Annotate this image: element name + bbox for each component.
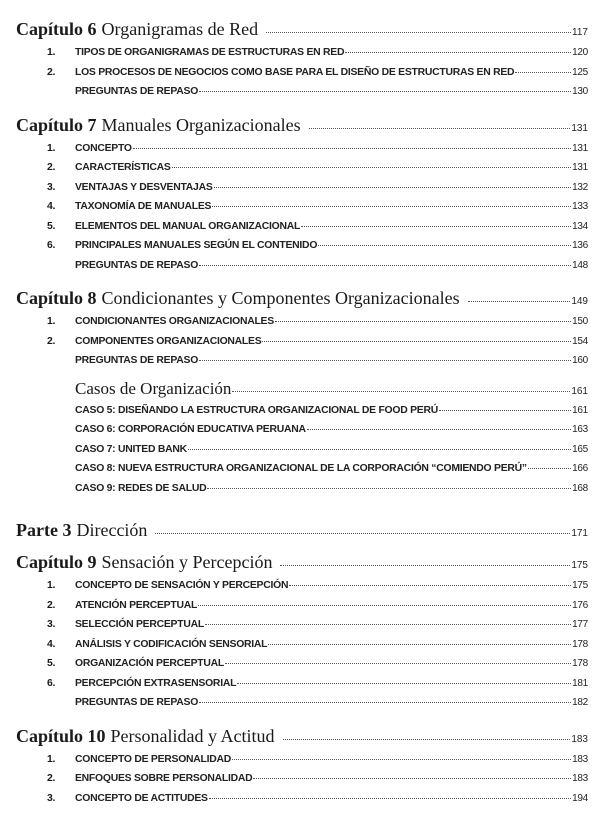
caso-entry[interactable] [75, 440, 588, 460]
page-number: 175 [571, 560, 588, 571]
entry-title: ANÁLISIS Y CODIFICACIÓN SENSORIAL [75, 638, 268, 650]
toc-entry[interactable] [16, 332, 588, 352]
toc-entry[interactable] [16, 139, 588, 159]
entry-title: ATENCIÓN PERCEPTUAL [75, 599, 198, 611]
dot-leader [212, 206, 571, 207]
page-number: 177 [572, 619, 588, 630]
entry-title: PREGUNTAS DE REPASO [75, 259, 199, 271]
toc-entry[interactable] [16, 769, 588, 789]
section-heading[interactable] [16, 520, 588, 544]
toc-entry[interactable] [16, 256, 588, 276]
toc-entry[interactable] [16, 693, 588, 713]
toc-section [16, 19, 588, 102]
entry-number: 2. [47, 773, 56, 784]
entry-number: 2. [47, 335, 56, 347]
toc-entry[interactable] [16, 43, 588, 63]
entry-title: COMPONENTES ORGANIZACIONALES [75, 335, 262, 347]
caso-entry[interactable] [75, 401, 588, 421]
toc-entry[interactable] [16, 750, 588, 770]
page-number: 150 [572, 316, 588, 327]
dot-leader [309, 128, 571, 129]
dot-leader [209, 798, 571, 799]
entry-title: TIPOS DE ORGANIGRAMAS DE ESTRUCTURAS EN RED [75, 47, 345, 58]
dot-leader [199, 265, 571, 266]
dot-leader [199, 702, 571, 703]
entry-number: 6. [47, 240, 56, 251]
dot-leader [188, 449, 571, 450]
dot-leader [155, 533, 570, 534]
dot-leader [207, 488, 571, 489]
caso-entry[interactable] [75, 420, 588, 440]
section-label: Capítulo 9 [16, 552, 97, 572]
dot-leader [232, 391, 570, 392]
entry-title: ELEMENTOS DEL MANUAL ORGANIZACIONAL [75, 220, 301, 232]
caso-entry[interactable] [75, 479, 588, 499]
dot-leader [468, 301, 571, 302]
entry-title: CONCEPTO DE PERSONALIDAD [75, 753, 232, 765]
toc-entry[interactable] [16, 82, 588, 102]
dot-leader [205, 624, 571, 625]
toc-entry[interactable] [16, 654, 588, 674]
dot-leader [214, 187, 572, 188]
dot-leader [289, 585, 571, 586]
dot-leader [283, 739, 571, 740]
entry-title: CONDICIONANTES ORGANIZACIONALES [75, 316, 274, 327]
page-number: 133 [572, 201, 588, 212]
dot-leader [515, 72, 571, 73]
table-of-contents [16, 19, 588, 808]
section-label: Capítulo 7 [16, 114, 97, 135]
page-number: 132 [572, 181, 588, 193]
dot-leader [345, 52, 571, 53]
section-title: Sensación y Percepción [101, 552, 273, 572]
entry-title: CONCEPTO [75, 142, 132, 154]
entry-number: 3. [47, 619, 56, 630]
page-number: 176 [572, 599, 588, 611]
toc-entry[interactable] [16, 635, 588, 655]
entry-title: ORGANIZACIÓN PERCEPTUAL [75, 658, 224, 669]
toc-entry[interactable] [16, 351, 588, 371]
page-number: 175 [572, 580, 588, 591]
page-number: 178 [572, 638, 588, 650]
entry-title: CASO 5: DISEÑANDO LA ESTRUCTURA ORGANIZACIONAL DE FOOD PERÚ [75, 404, 438, 416]
dot-leader [439, 410, 571, 411]
entry-title: TAXONOMÍA DE MANUALES [75, 201, 212, 212]
entry-number: 3. [47, 181, 56, 193]
toc-entry[interactable] [16, 236, 588, 256]
section-title: Manuales Organizacionales [101, 114, 301, 135]
toc-entry[interactable] [16, 178, 588, 198]
page-number: 181 [572, 677, 588, 689]
entry-number: 2. [47, 66, 56, 78]
entry-title: PRINCIPALES MANUALES SEGÚN EL CONTENIDO [75, 240, 318, 251]
page-number: 182 [572, 697, 588, 708]
entry-number: 1. [47, 753, 56, 765]
page-number: 131 [572, 162, 588, 173]
toc-section [16, 726, 588, 809]
entry-number: 5. [47, 220, 56, 232]
page-number: 168 [572, 482, 588, 494]
toc-entry[interactable] [16, 674, 588, 694]
entry-number: 1. [47, 142, 56, 154]
dot-leader [262, 341, 571, 342]
entry-title: CASO 8: NUEVA ESTRUCTURA ORGANIZACIONAL DE LA CORPORACIÓN “COMIENDO PERÚ” [75, 463, 527, 474]
entry-number: 2. [47, 162, 56, 173]
entry-title: CARACTERÍSTICAS [75, 162, 171, 173]
section-title: Personalidad y Actitud [110, 725, 275, 746]
page-number: 194 [572, 792, 588, 804]
section-title: Organigramas de Red [101, 19, 259, 39]
entry-number: 2. [47, 599, 56, 611]
page-number: 131 [571, 122, 588, 134]
page-number: 125 [572, 66, 588, 78]
section-label: Capítulo 8 [16, 288, 97, 308]
casos-title: Casos de Organización [75, 378, 232, 398]
page-number: 136 [572, 240, 588, 251]
page-number: 183 [571, 733, 588, 745]
section-title: Dirección [76, 520, 148, 540]
entry-number: 1. [47, 316, 56, 327]
dot-leader [307, 429, 571, 430]
page-number: 148 [572, 259, 588, 271]
entry-number: 5. [47, 658, 56, 669]
page-number: 117 [572, 27, 588, 38]
section-label: Parte 3 [16, 520, 72, 540]
toc-entry[interactable] [16, 312, 588, 332]
entry-title: PREGUNTAS DE REPASO [75, 86, 199, 97]
toc-entry[interactable] [16, 197, 588, 217]
dot-leader [237, 683, 571, 684]
entry-title: ENFOQUES SOBRE PERSONALIDAD [75, 773, 253, 784]
entry-title: LOS PROCESOS DE NEGOCIOS COMO BASE PARA EL DISEÑO DE ESTRUCTURAS EN RED [75, 66, 515, 78]
entry-number: 6. [47, 677, 56, 689]
dot-leader [232, 759, 571, 760]
casos-heading[interactable] [75, 379, 588, 401]
entry-title: PREGUNTAS DE REPASO [75, 355, 199, 366]
page-number: 166 [572, 463, 588, 474]
section-title: Condicionantes y Componentes Organizacionales [101, 288, 460, 308]
entry-number: 1. [47, 580, 56, 591]
entry-title: CASO 9: REDES DE SALUD [75, 482, 207, 494]
page-number: 163 [572, 424, 588, 435]
toc-entry[interactable] [16, 63, 588, 83]
toc-entry[interactable] [16, 217, 588, 237]
dot-leader [133, 148, 571, 149]
section-heading[interactable] [16, 288, 588, 312]
toc-entry[interactable] [16, 158, 588, 178]
entry-title: VENTAJAS Y DESVENTAJAS [75, 181, 213, 193]
page-number: 183 [572, 753, 588, 765]
entry-number: 3. [47, 792, 56, 804]
dot-leader [280, 565, 570, 566]
page-number: 161 [572, 404, 588, 416]
section-heading[interactable] [16, 726, 588, 750]
section-label: Capítulo 10 [16, 725, 106, 746]
page-number: 130 [572, 86, 588, 97]
page-number: 161 [571, 385, 588, 397]
dot-leader [318, 245, 571, 246]
dot-leader [268, 644, 571, 645]
dot-leader [198, 605, 571, 606]
toc-entry[interactable] [16, 789, 588, 809]
toc-section [16, 288, 588, 498]
dot-leader [199, 91, 571, 92]
toc-section [16, 115, 588, 276]
toc-entry[interactable] [16, 596, 588, 616]
section-heading[interactable] [16, 115, 588, 139]
page-number: 154 [572, 335, 588, 347]
page-number: 165 [572, 443, 588, 455]
dot-leader [225, 663, 571, 664]
toc-section [16, 520, 588, 544]
page-number: 120 [572, 47, 588, 58]
dot-leader [275, 321, 571, 322]
caso-entry[interactable] [75, 459, 588, 479]
dot-leader [253, 778, 571, 779]
page-number: 134 [572, 220, 588, 232]
entry-title: CONCEPTO DE ACTITUDES [75, 792, 208, 804]
entry-number: 4. [47, 201, 56, 212]
toc-entry[interactable] [16, 615, 588, 635]
dot-leader [301, 226, 571, 227]
entry-number: 1. [47, 47, 56, 58]
entry-title: PREGUNTAS DE REPASO [75, 697, 199, 708]
dot-leader [172, 167, 572, 168]
page-number: 131 [572, 142, 588, 154]
entry-title: CASO 6: CORPORACIÓN EDUCATIVA PERUANA [75, 424, 306, 435]
page-number: 171 [571, 528, 588, 539]
toc-entry[interactable] [16, 576, 588, 596]
dot-leader [199, 360, 571, 361]
section-heading[interactable] [16, 19, 588, 43]
section-heading[interactable] [16, 552, 588, 576]
entry-title: CONCEPTO DE SENSACIÓN Y PERCEPCIÓN [75, 580, 289, 591]
dot-leader [266, 32, 571, 33]
entry-title: SELECCIÓN PERCEPTUAL [75, 619, 204, 630]
entry-title: CASO 7: UNITED BANK [75, 443, 187, 455]
entry-title: PERCEPCIÓN EXTRASENSORIAL [75, 677, 237, 689]
page-number: 183 [572, 773, 588, 784]
page-number: 149 [571, 296, 588, 307]
page-number: 178 [572, 658, 588, 669]
entry-number: 4. [47, 638, 56, 650]
dot-leader [528, 468, 571, 469]
section-label: Capítulo 6 [16, 19, 97, 39]
page-number: 160 [572, 355, 588, 366]
toc-section [16, 552, 588, 713]
